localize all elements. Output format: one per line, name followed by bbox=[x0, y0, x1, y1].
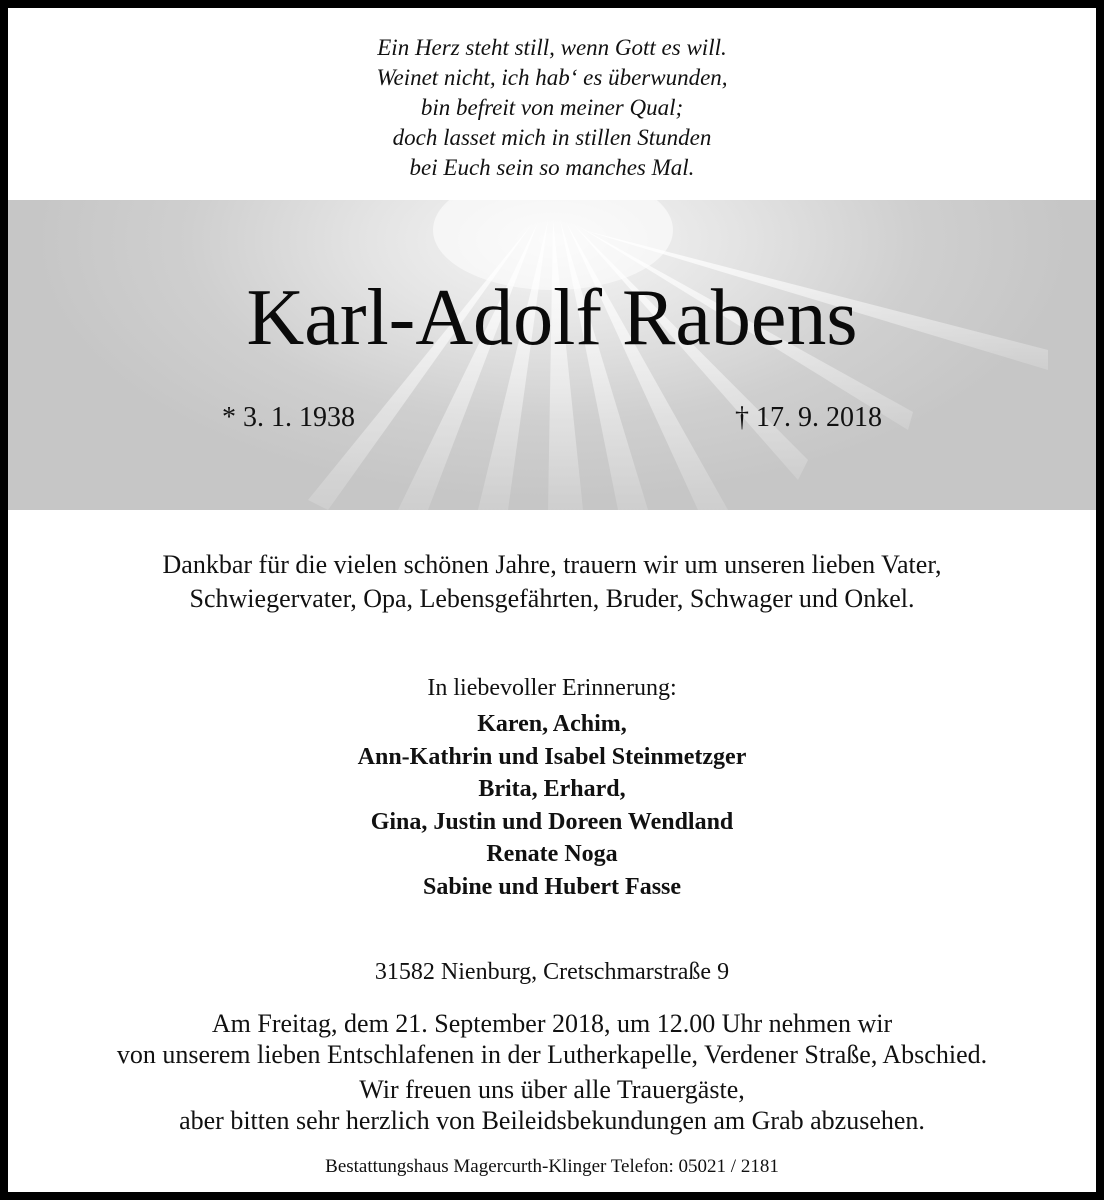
service-line: Am Freitag, dem 21. September 2018, um 12.00 Uhr nehmen wir bbox=[211, 1009, 893, 1038]
gratitude-text bbox=[0, 548, 1104, 616]
mourner-line: Sabine und Hubert Fasse bbox=[422, 873, 682, 900]
poem-line: Ein Herz steht still, wenn Gott es will. bbox=[377, 35, 727, 60]
family-address: 31582 Nienburg, Cretschmarstraße 9 bbox=[374, 959, 730, 985]
poem-line: bei Euch sein so manches Mal. bbox=[409, 155, 695, 180]
mourners-list bbox=[0, 708, 1104, 903]
birth-date: * 3. 1. 1938 bbox=[222, 402, 355, 433]
service-announcement bbox=[0, 1008, 1104, 1070]
poem-line: Weinet nicht, ich hab‘ es überwunden, bbox=[376, 65, 728, 90]
request-line: aber bitten sehr herzlich von Beileidsbekundungen am Grab abzusehen. bbox=[179, 1106, 925, 1135]
poem-line: bin befreit von meiner Qual; bbox=[420, 95, 684, 120]
service-line: von unserem lieben Entschlafenen in der Lutherkapelle, Verdener Straße, Abschied. bbox=[116, 1040, 988, 1069]
mourner-line: Gina, Justin und Doreen Wendland bbox=[370, 808, 734, 835]
mourner-line: Brita, Erhard, bbox=[478, 776, 626, 802]
death-date: † 17. 9. 2018 bbox=[735, 402, 882, 433]
mourner-line: Ann-Kathrin und Isabel Steinmetzger bbox=[357, 743, 747, 770]
memory-label: In liebevoller Erinnerung: bbox=[427, 675, 677, 701]
poem-line: doch lasset mich in stillen Stunden bbox=[392, 125, 712, 150]
funeral-home-footer: Bestattungshaus Magercurth-Klinger Telefon: 05021 / 2181 bbox=[325, 1156, 779, 1177]
gratitude-line: Dankbar für die vielen schönen Jahre, trauern wir um unseren lieben Vater, bbox=[162, 550, 942, 579]
request-line: Wir freuen uns über alle Trauergäste, bbox=[359, 1075, 745, 1104]
poem bbox=[0, 33, 1104, 183]
mourner-line: Renate Noga bbox=[486, 841, 618, 867]
deceased-name: Karl-Adolf Rabens bbox=[246, 274, 858, 362]
mourner-line: Karen, Achim, bbox=[477, 711, 627, 737]
condolence-request bbox=[0, 1074, 1104, 1136]
gratitude-line: Schwiegervater, Opa, Lebensgefährten, Bruder, Schwager und Onkel. bbox=[189, 584, 915, 613]
